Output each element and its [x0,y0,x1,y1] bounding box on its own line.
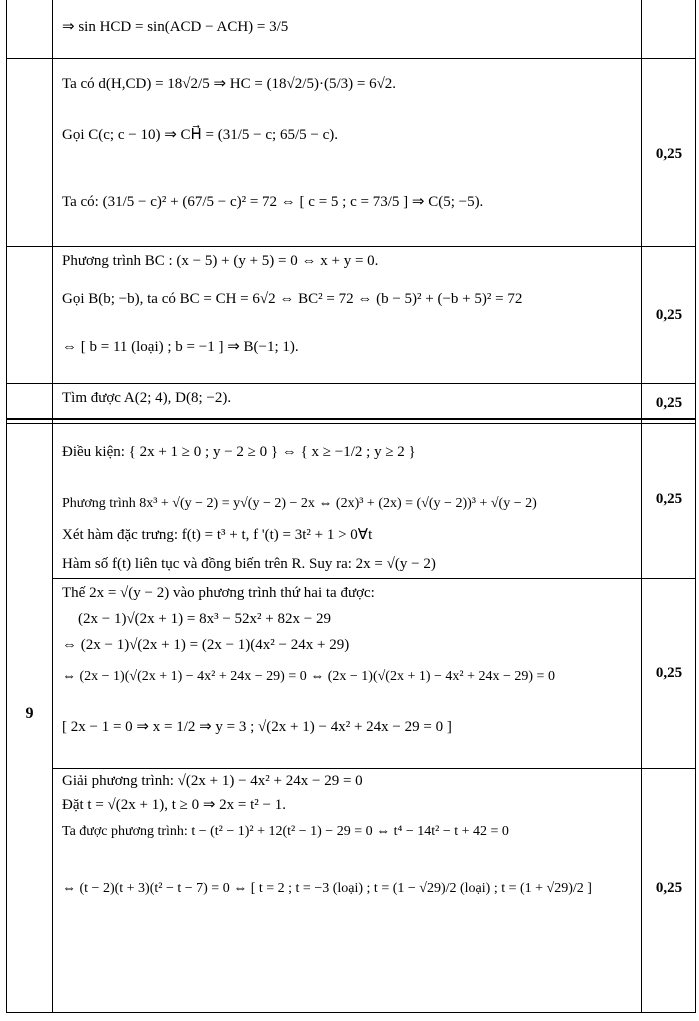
row-border [6,383,696,384]
math-line: [ 2x − 1 = 0 ⇒ x = 1/2 ⇒ y = 3 ; √(2x + 1) − 4x² + 24x − 29 = 0 ] [62,719,452,735]
math-line: ⇔ [ b = 11 (loại) ; b = −1 ] ⇒ B(−1; 1). [62,339,299,355]
math-line: Ta có d(H,CD) = 18√2/5 ⇒ HC = (18√2/5)·(5/3) = 6√2. [62,76,397,92]
col-border [52,0,53,1013]
row-border [6,1012,696,1013]
math-line: Tìm được A(2; 4), D(8; −2). [62,390,232,406]
math-line: Xét hàm đặc trưng: f(t) = t³ + t, f '(t) = 3t² + 1 > 0∀t [62,527,373,543]
score: 0,25 [655,307,683,323]
math-line: ⇔ (2x − 1)(√(2x + 1) − 4x² + 24x − 29) = 0 ⇔ (2x − 1)(√(2x + 1) − 4x² + 24x − 29) = 0 [62,669,555,684]
row-border [52,578,696,579]
math-line: ⇒ sin HCD = sin(ACD − ACH) = 3/5 [62,19,289,35]
math-line: Ta có: (31/5 − c)² + (67/5 − c)² = 72 ⇔ [ c = 5 ; c = 73/5 ] ⇒ C(5; −5). [62,194,484,210]
score: 0,25 [655,395,683,411]
score: 0,25 [655,880,683,896]
math-line: Ta được phương trình: t − (t² − 1)² + 12(t² − 1) − 29 = 0 ⇔ t⁴ − 14t² − t + 42 = 0 [62,824,509,839]
col-border [6,0,7,1013]
math-line: Phương trình BC : (x − 5) + (y + 5) = 0 ⇔ x + y = 0. [62,253,379,269]
row-border [6,423,696,424]
math-line: Điều kiện: { 2x + 1 ≥ 0 ; y − 2 ≥ 0 } ⇔ { x ≥ −1/2 ; y ≥ 2 } [62,444,416,460]
math-line: Hàm số f(t) liên tục và đồng biến trên R. Suy ra: 2x = √(y − 2) [62,556,436,572]
math-line: (2x − 1)√(2x + 1) = 8x³ − 52x² + 82x − 29 [78,611,331,627]
math-line: Gọi B(b; −b), ta có BC = CH = 6√2 ⇔ BC² = 72 ⇔ (b − 5)² + (−b + 5)² = 72 [62,291,523,307]
math-line: Phương trình 8x³ + √(y − 2) = y√(y − 2) − 2x ⇔ (2x)³ + (2x) = (√(y − 2))³ + √(y − 2) [62,496,537,511]
math-line: Thế 2x = √(y − 2) vào phương trình thứ hai ta được: [62,585,375,601]
math-line: Đặt t = √(2x + 1), t ≥ 0 ⇒ 2x = t² − 1. [62,797,287,813]
math-line: ⇔ (t − 2)(t + 3)(t² − t − 7) = 0 ⇔ [ t = 2 ; t = −3 (loại) ; t = (1 − √29)/2 (loại) ; t = (1 + √29)/2 ] [62,881,592,896]
score: 0,25 [655,146,683,162]
row-border [6,58,696,59]
math-line: Giải phương trình: √(2x + 1) − 4x² + 24x − 29 = 0 [62,773,363,789]
math-line: ⇔ (2x − 1)√(2x + 1) = (2x − 1)(4x² − 24x + 29) [62,637,350,653]
math-line: Gọi C(c; c − 10) ⇒ CH⃗ = (31/5 − c; 65/5 − c). [62,127,338,143]
row-border [6,246,696,247]
row-border [6,418,696,420]
score: 0,25 [655,491,683,507]
score: 0,25 [655,665,683,681]
row-border [52,768,696,769]
question-number: 9 [25,705,34,722]
